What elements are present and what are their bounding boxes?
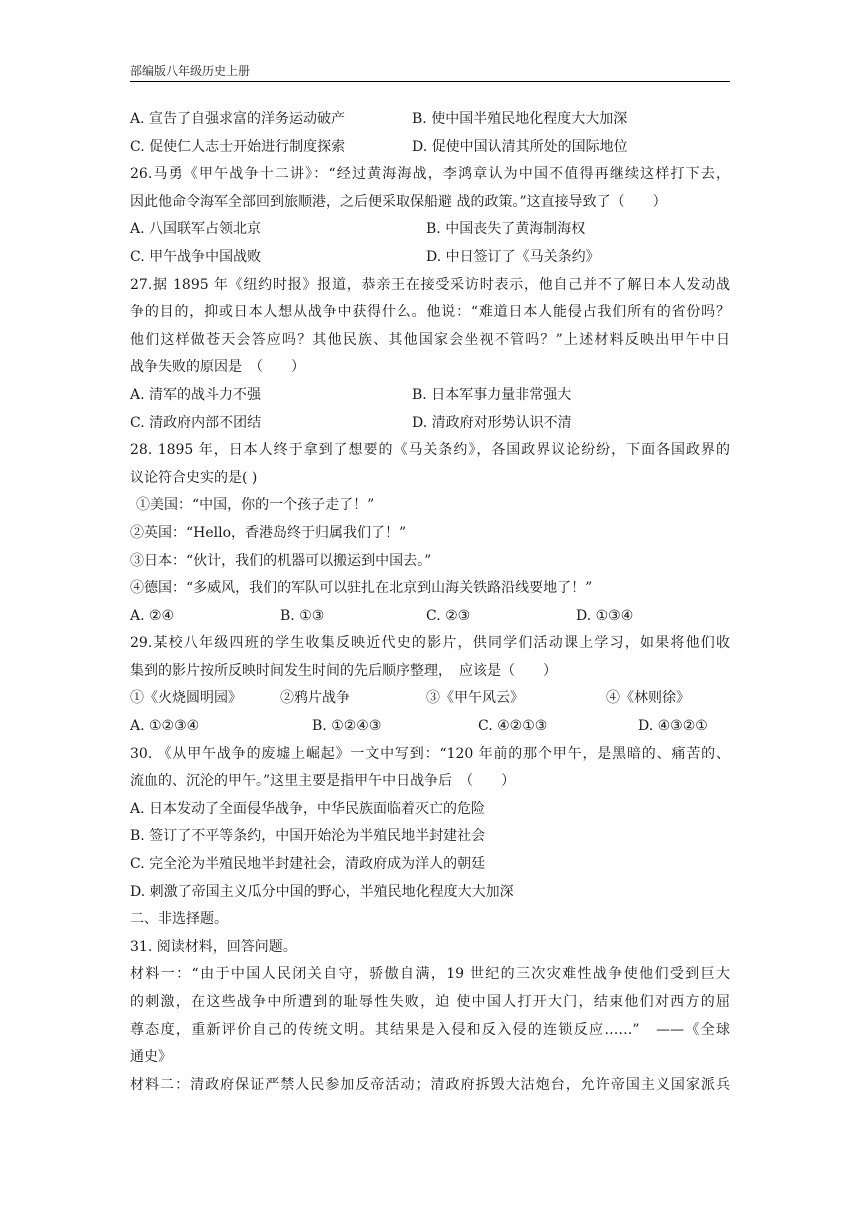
option-a: A. 清军的战斗力不强 [130, 386, 262, 403]
option-d: D. 刺激了帝国主义瓜分中国的野心，半殖民地化程度大大加深 [130, 883, 514, 900]
material-1-text: 的刺激，在这些战争中所遭到的耻辱性失败，迫 使中国人打开大门，结束他们对西方的屈 [130, 994, 730, 1010]
option-c: C. 促使仁人志士开始进行制度探索 [130, 138, 346, 155]
material-2-text: 材料二：清政府保证严禁人民参加反帝活动；清政府拆毁大沽炮台，允许帝国主义国家派兵 [130, 1076, 730, 1093]
statement-item [130, 685, 730, 713]
question-29-text: 集到的影片按所反映时间发生时间的先后顺序整理， 应该是（ ） [130, 662, 557, 679]
question-29-text: 29.某校八年级四班的学生收集反映近代史的影片，供同学们活动课上学习，如果将他们收 [130, 635, 730, 652]
statement-item: ①美国：“中国，你的一个孩子走了！” [136, 497, 375, 514]
option-c: C. ④②①③ [478, 718, 548, 735]
option-c: C. 完全沦为半殖民地半封建社会，清政府成为洋人的朝廷 [130, 856, 486, 873]
question-30-text: 流血的、沉沦的甲午。”这里主要是指甲午中日战争后 （ ） [130, 773, 516, 790]
option-c: C. 甲午战争中国战败 [130, 248, 262, 265]
option-a: A. 宣告了自强求富的洋务运动破产 [130, 111, 346, 127]
section-heading: 二、非选择题。 [130, 911, 228, 928]
option-row [130, 382, 730, 410]
material-1-text: 尊态度，重新评价自己的传统文明。其结果是入侵和反入侵的连锁反应……” ——《全球 [130, 1021, 730, 1038]
page-header: 部编版八年级历史上册 [130, 64, 251, 78]
film-item: ①《火烧圆明园》 [130, 690, 242, 707]
material-1-text: 通史》 [130, 1049, 172, 1066]
option-d: D. 促使中国认清其所处的国际地位 [412, 138, 628, 155]
option-row [130, 216, 730, 244]
film-item: ②鸦片战争 [280, 690, 350, 707]
statement-item: ③日本：“伙计，我们的机器可以搬运到中国去。” [130, 552, 432, 569]
question-27-text: 27.据 1895 年《纽约时报》报道，恭亲王在接受采访时表示，他自己并不了解日本人发动战 [130, 276, 730, 293]
document-body [130, 106, 730, 1099]
option-b: B. 使中国半殖民地化程度大大加深 [412, 111, 628, 127]
option-row [130, 134, 730, 162]
question-27-text: 战争失败的原因是 （ ） [130, 359, 305, 376]
option-row [130, 106, 730, 134]
option-a: A. ②④ [130, 607, 175, 624]
option-a: A. ①②③④ [130, 718, 200, 735]
question-31-text: 31. 阅读材料，回答问题。 [130, 938, 297, 955]
option-a: A. 八国联军占领北京 [130, 221, 262, 238]
question-27-text: 争的目的，抑或日本人想从战争中获得什么。他说：“难道日本人能侵占我们所有的省份吗？ [130, 304, 730, 321]
option-d: D. 中日签订了《马关条约》 [426, 248, 600, 265]
question-28-text: 28. 1895 年，日本人终于拿到了想要的《马关条约》，各国政界议论纷纷，下面各国政界的 [130, 442, 730, 459]
statement-item: ②英国：“Hello，香港岛终于归属我们了！” [130, 524, 407, 541]
option-b: B. 中国丧失了黄海制海权 [426, 221, 586, 238]
option-c: C. 清政府内部不团结 [130, 414, 262, 431]
question-27-text: 他们这样做苍天会答应吗？其他民族、其他国家会坐视不管吗？”上述材料反映出甲午中日 [130, 331, 730, 348]
option-a: A. 日本发动了全面侵华战争，中华民族面临着灭亡的危险 [130, 800, 486, 817]
film-item: ③《甲午风云》 [426, 690, 524, 707]
question-28-text: 议论符合史实的是( ) [130, 469, 258, 486]
material-1-text: 材料一：“由于中国人民闭关自守，骄傲自满，19 世纪的三次灾难性战争使他们受到巨大 [130, 966, 730, 983]
header-rule [130, 81, 730, 82]
question-26-text: 因此他命令海军全部回到旅顺港，之后便采取保船避 战的政策。”这直接导致了（ ） [130, 193, 667, 210]
option-d: D. ①③④ [576, 607, 634, 624]
option-b: B. ①②④③ [312, 718, 382, 735]
option-row [130, 410, 730, 438]
option-row [130, 713, 730, 741]
option-b: B. 日本军事力量非常强大 [412, 386, 572, 403]
question-26-text: 26.马勇《甲午战争十二讲》：“经过黄海海战，李鸿章认为中国不值得再继续这样打下去， [130, 166, 730, 183]
question-30-text: 30. 《从甲午战争的废墟上崛起》一文中写到：“120 年前的那个甲午，是黑暗的、痛苦的、 [130, 745, 730, 762]
option-d: D. ④③②① [638, 718, 708, 735]
statement-item: ④德国：“多威风，我们的军队可以驻扎在北京到山海关铁路沿线要地了！” [130, 580, 593, 597]
option-row [130, 244, 730, 272]
option-row [130, 603, 730, 631]
option-b: B. ①③ [280, 607, 325, 624]
film-item: ④《林则徐》 [606, 690, 690, 707]
option-c: C. ②③ [426, 607, 471, 624]
option-b: B. 签订了不平等条约，中国开始沦为半殖民地半封建社会 [130, 828, 486, 845]
option-d: D. 清政府对形势认识不清 [412, 414, 572, 431]
